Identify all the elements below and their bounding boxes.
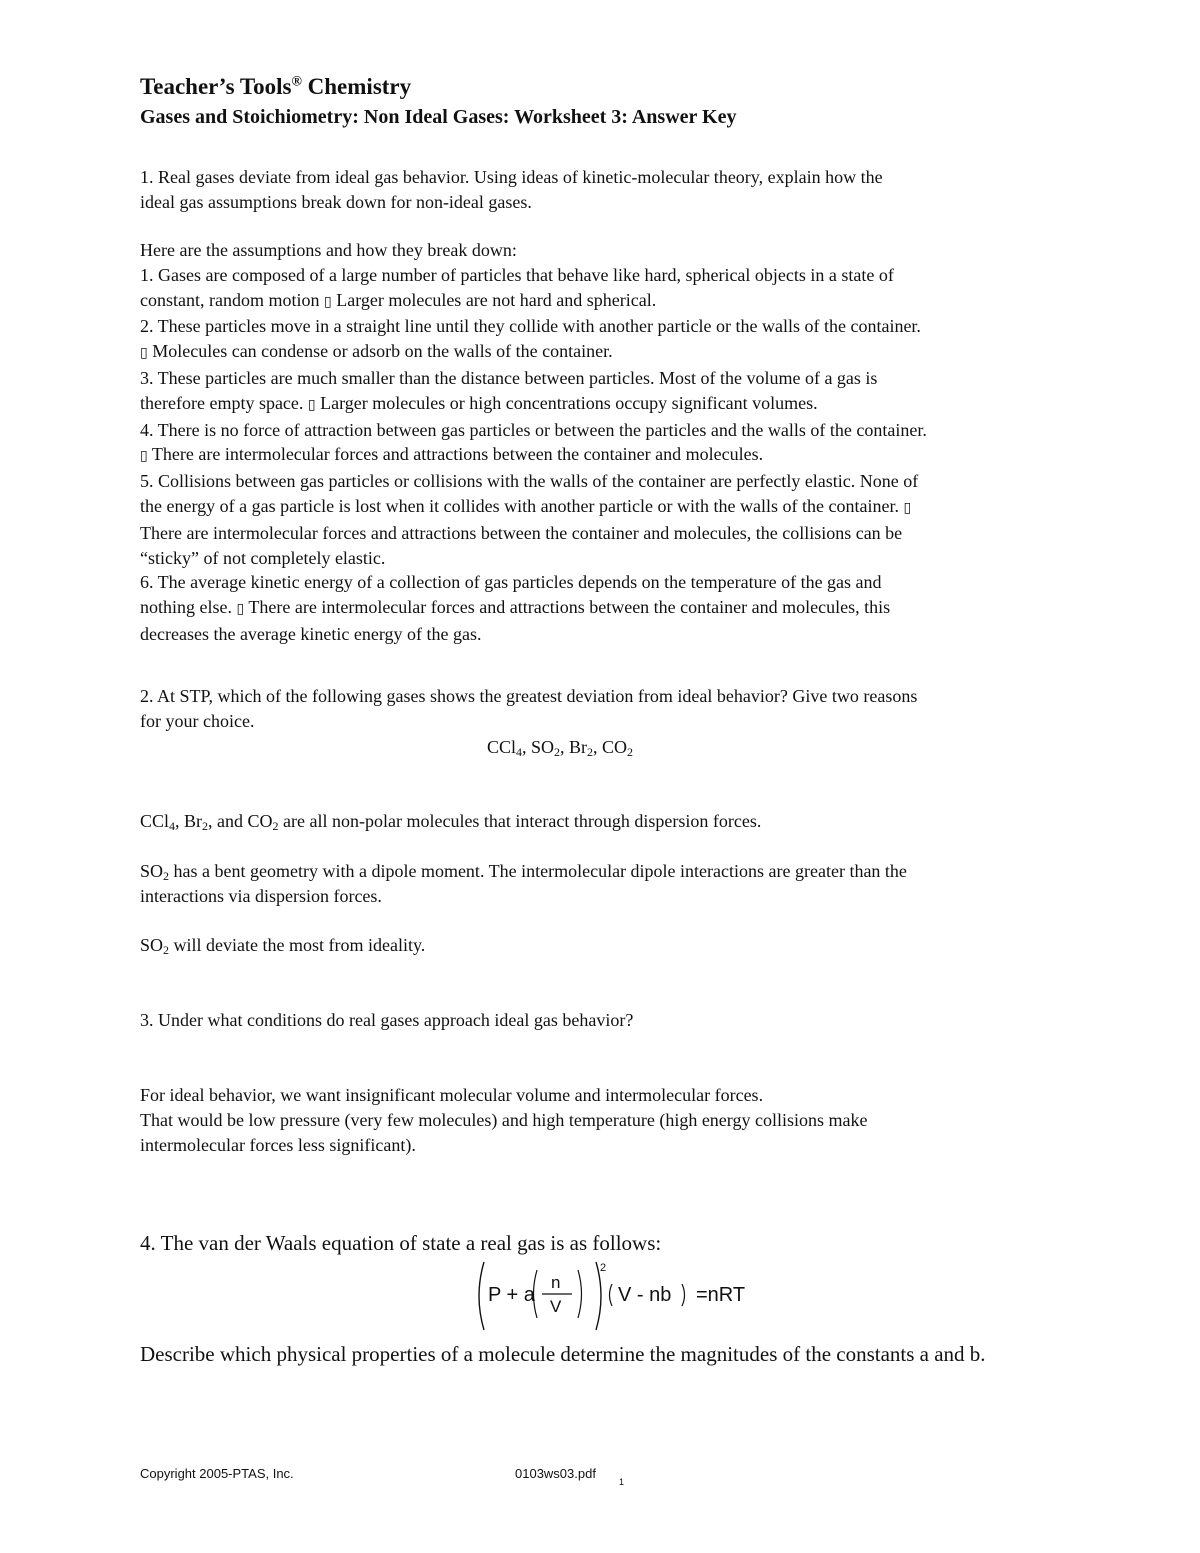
answer-1 [140,238,927,647]
answer-2c: $SO_2$ will deviate the most from ideality. [140,935,426,957]
footer-copyright: Copyright 2005-PTAS, Inc. [140,1466,294,1481]
gas-br2: $Br_2$, [569,737,602,759]
answer-2b: $SO_2$ has a bent geometry with a dipole moment. The intermolecular dipole interactions are greater than the interactions via dispersion forces. [140,861,907,906]
answer-2a: CCl$_4$, $Br_2$, and $CO_2$ are all non-polar molecules that interact through dispersion forces. [140,811,762,833]
question-1: 1. Real gases deviate from ideal gas behavior. Using ideas of kinetic-molecular theory, explain how the ideal gas assumptions break down for non-ideal gases. [140,167,883,212]
arrow-icon: ▯ [236,601,245,618]
assumption-6: 6. The average kinetic energy of a collection of gas particles depends on the temperature of the gas and nothing else. ▯ There are intermolecular forces and attractions between the container and molecules, this decreases the average kinetic energy of the gas. [140,572,891,644]
assumption-3: 3. These particles are much smaller than the distance between particles. Most of the volume of a gas is therefore empty space. ▯ Larger molecules or high concentrations occupy significant volumes. [140,367,878,413]
question-2: 2. At STP, which of the following gases shows the greatest deviation from ideal behavior? Give two reasons for your choice. [140,686,918,731]
question-4: 4. The van der Waals equation of state a real gas is as follows: [140,1231,662,1255]
page-title: Teacher’s Tools® Chemistry [140,74,412,99]
assumption-4: 4. There is no force of attraction between gas particles or between the particles and the walls of the container. ▯ There are intermolecular forces and attractions between the container and molecules. [140,419,927,465]
eq-p-plus-a: P + a [488,1284,535,1306]
question-3: 3. Under what conditions do real gases approach ideal gas behavior? [140,1010,634,1030]
arrow-icon: ▯ [903,499,912,516]
gas-co2: $CO_2$ [602,737,634,759]
assumption-2: 2. These particles move in a straight line until they collide with another particle or the walls of the container. ▯ Molecules can condense or adsorb on the walls of the container. [140,316,921,362]
eq-rhs: =nRT [696,1284,746,1306]
assumption-1: 1. Gases are composed of a large number of particles that behave like hard, spherical objects in a state of constant, random motion ▯ Larger molecules are not hard and spherical. [140,264,894,310]
arrow-icon: ▯ [307,396,316,413]
page-subtitle: Gases and Stoichiometry: Non Ideal Gases: Worksheet 3: Answer Key [140,106,737,128]
eq-n: n [551,1273,561,1292]
footer-page-number: 1 [619,1477,625,1487]
van-der-waals-equation [470,1256,770,1336]
arrow-icon: ▯ [140,345,148,362]
answer-1-intro: Here are the assumptions and how they break down: [140,240,517,260]
arrow-icon: ▯ [323,293,332,310]
gas-so2: $SO_2$, [530,737,569,759]
eq-exponent: 2 [600,1262,607,1274]
arrow-icon: ▯ [140,448,148,465]
question-4-describe: Describe which physical properties of a molecule determine the magnitudes of the constants a and b. [140,1342,986,1366]
registered-mark: ® [291,74,302,90]
eq-v-minus-nb: V - nb [618,1284,672,1306]
eq-v: V [550,1297,562,1316]
footer-filename: 0103ws03.pdf [515,1466,596,1481]
assumption-5: 5. Collisions between gas particles or collisions with the walls of the container are perfectly elastic. None of the energy of a gas particle is lost when it collides with another particle or with the walls of the container. ▯ There are intermolecular forces and attractions between the container and molecules, the collisions can be “sticky” of not completely elastic. [140,471,919,568]
answer-3: For ideal behavior, we want insignificant molecular volume and intermolecular forces. That would be low pressure (very few molecules) and high temperature (high energy collisions make intermolecular forces less significant). [140,1085,868,1155]
gas-ccl4: CCl$_4$, [486,737,531,759]
gas-list [140,735,980,760]
